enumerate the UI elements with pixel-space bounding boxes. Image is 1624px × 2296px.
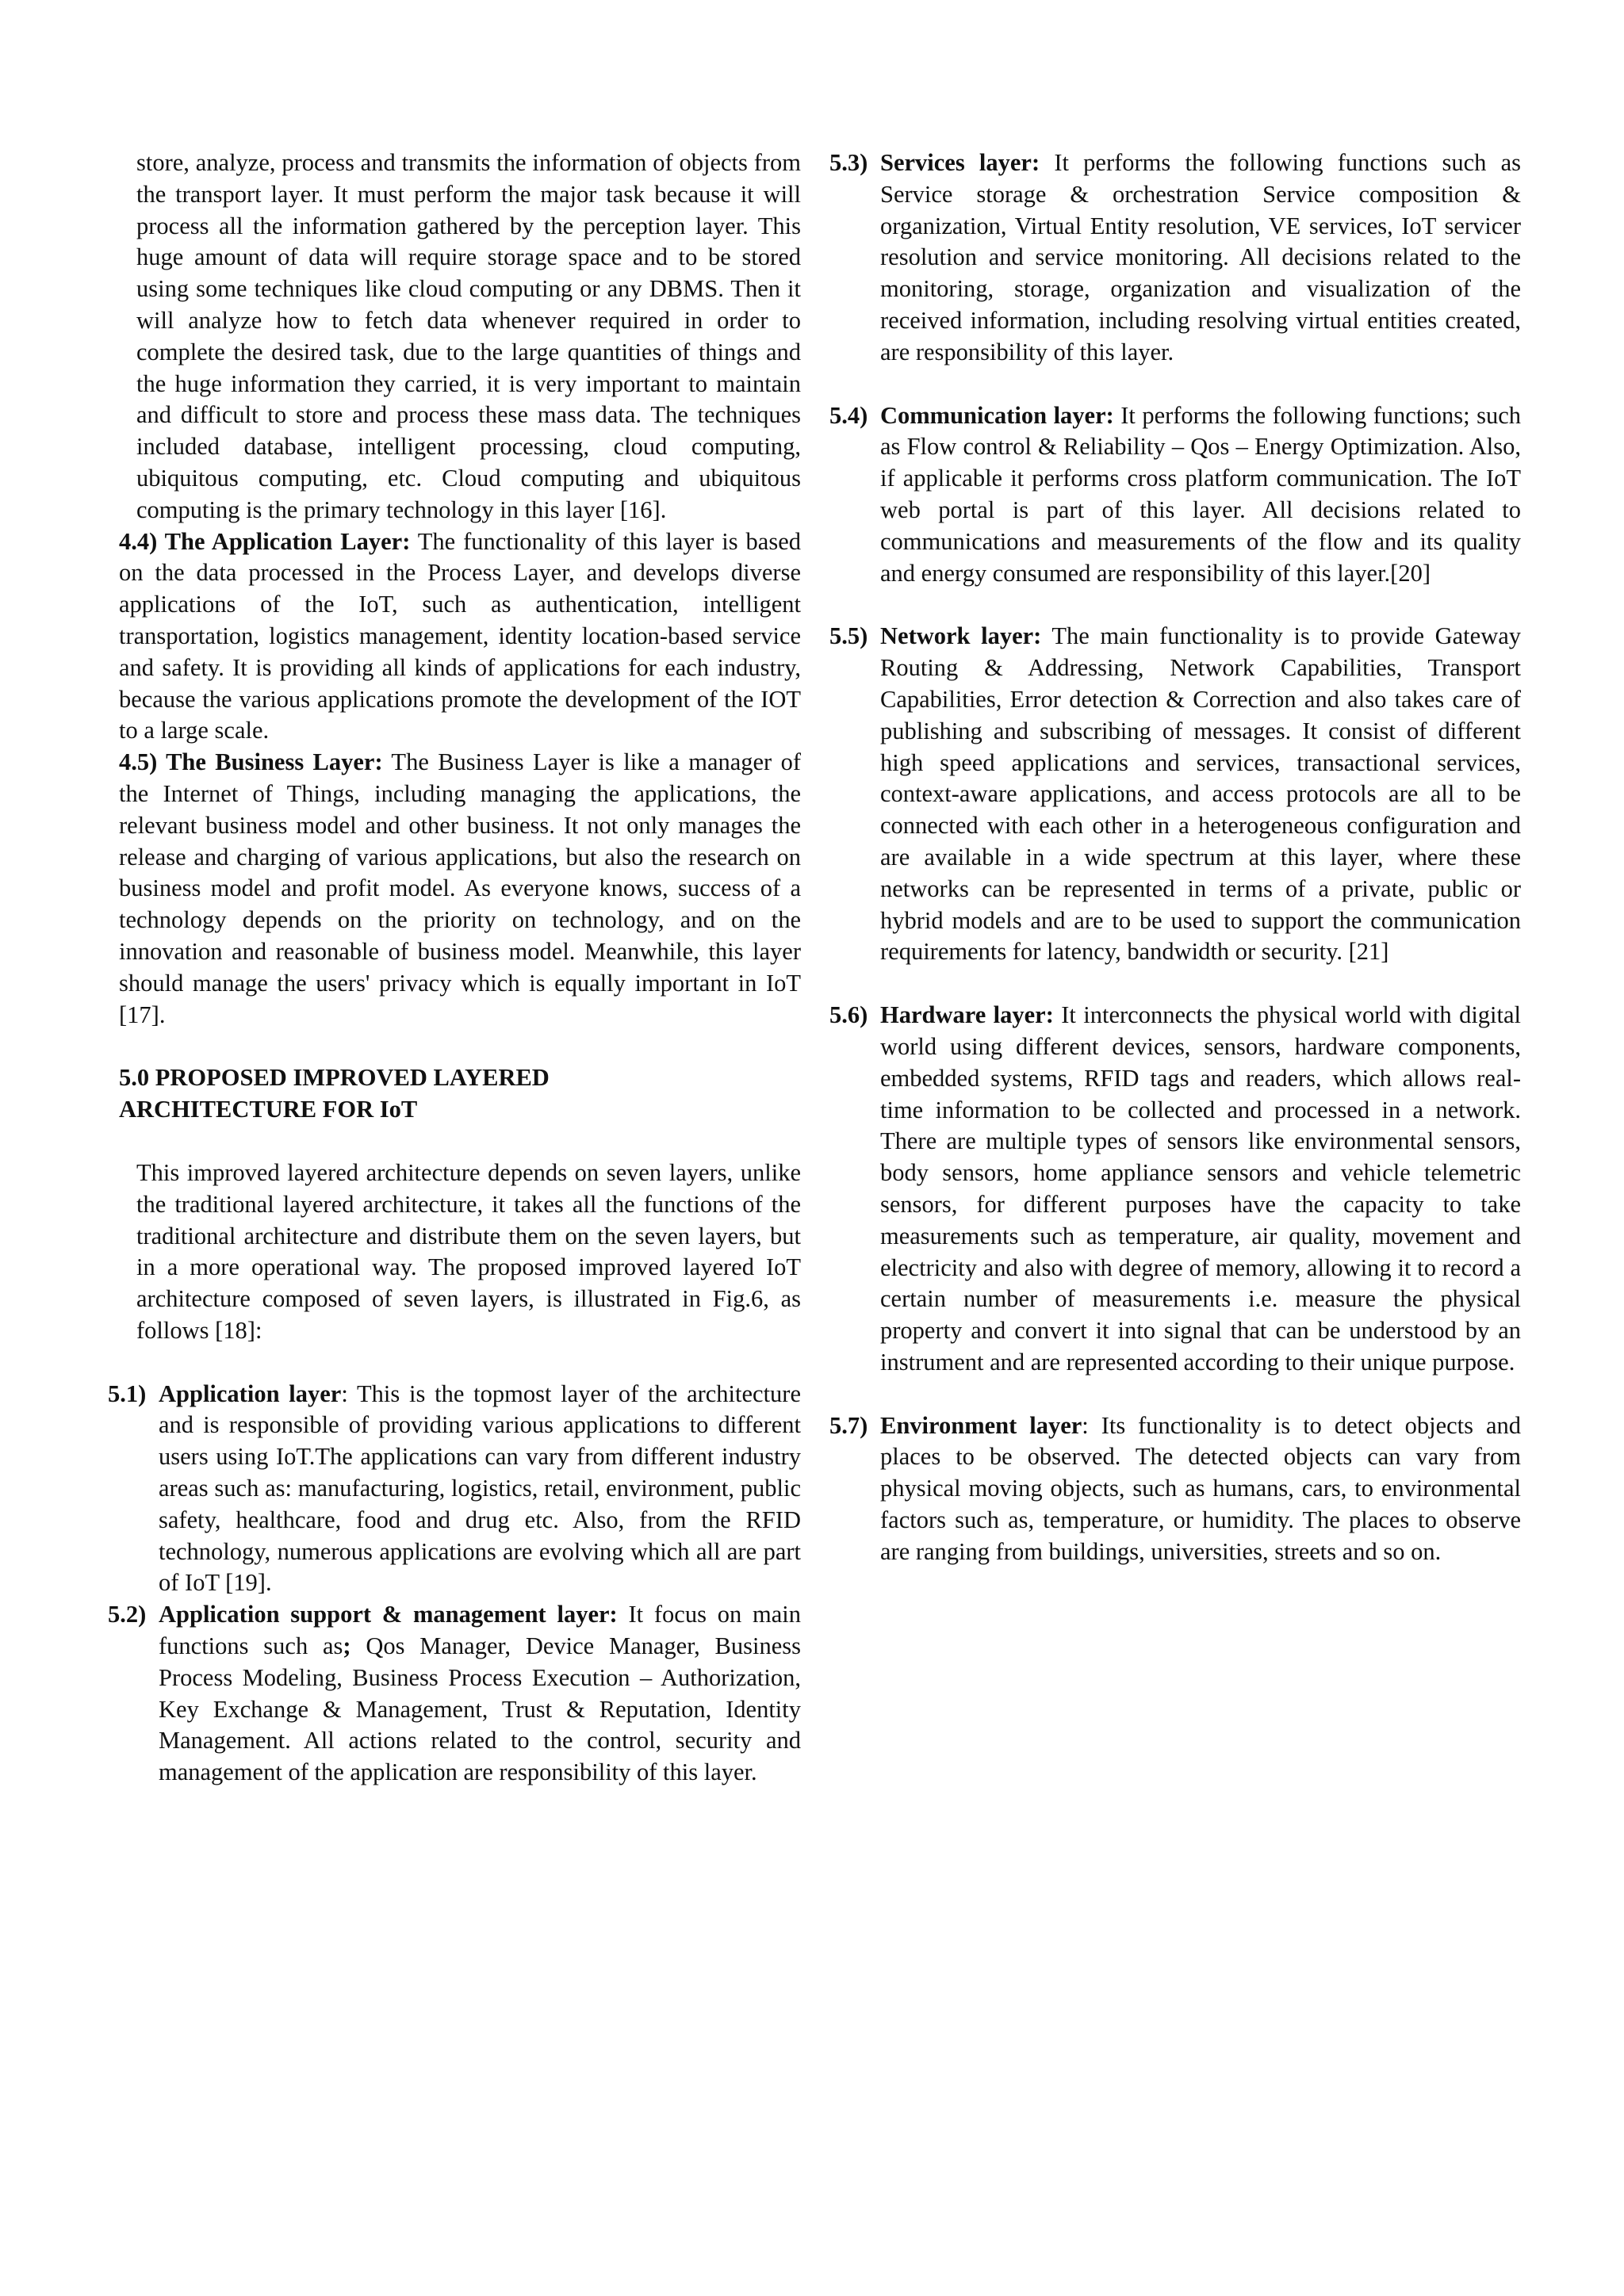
list-item-heading: Application support & management layer:	[159, 1601, 618, 1628]
list-item-text: It interconnects the physical world with digital world using different devices, sensors, hardware components, embedded systems, RFID tags and readers, which allows real-time information to be collected and processed in a network. There are multiple types of sensors like environmental sensors, body sensors, home appliance sensors and vehicle telemetric sensors, for different purposes have the capacity to take measurements such as temperature, air quality, movement and electricity and also with degree of memory, allowing it to record a certain number of measurements i.e. measure the physical property and convert it into signal that can be understood by an instrument and are represented according to their unique purpose.	[880, 1001, 1521, 1376]
section-title-line-2: ARCHITECTURE FOR IoT	[119, 1096, 418, 1123]
list-item-semicolon: ;	[343, 1632, 351, 1660]
list-item-number: 5.6)	[829, 1001, 868, 1029]
business-layer-text: The Business Layer is like a manager of the Internet of Things, including managing the applications, the relevant business model and other business. It not only manages the release and charging of various applications, but also the research on business model and profit model. As everyone knows, success of a technology depends on the priority on technology, and on the innovation and reasonable of business model. Meanwhile, this layer should manage the users' privacy which is equally important in IoT [17].	[119, 748, 801, 1028]
business-layer-paragraph	[119, 747, 801, 1031]
section-intro-paragraph: This improved layered architecture depends on seven layers, unlike the traditional layered architecture, it takes all the functions of the traditional architecture and distribute them on the seven layers, but in a more operational way. The proposed improved layered IoT architecture composed of seven layers, is illustrated in Fig.6, as follows [18]:	[136, 1158, 801, 1344]
left-column	[108, 147, 802, 1789]
list-item-5-5	[829, 621, 1521, 968]
list-item-number: 5.3)	[829, 149, 868, 176]
application-layer-text: The functionality of this layer is based on the data processed in the Process Layer, and develops diverse applications of the IoT, such as authentication, intelligent transportation, logistics management, identity location-based service and safety. It is providing all kinds of applications for each industry, because the various applications promote the development of the IOT to a large scale.	[119, 527, 802, 744]
right-column	[829, 147, 1521, 1568]
list-item-heading: Environment layer	[880, 1411, 1082, 1439]
list-item-heading: Application layer	[159, 1380, 342, 1407]
list-item-text: : This is the topmost layer of the architecture and is responsible of providing various applications to different users using IoT.The applications can vary from different industry areas such as: manufacturing, logistics, retail, environment, public safety, healthcare, food and drug etc. Also, from the RFID technology, numerous applications are evolving which all are part of IoT [19].	[159, 1380, 801, 1597]
application-layer-heading: 4.4) The Application Layer:	[119, 527, 411, 555]
section-title	[119, 1062, 801, 1126]
list-item-text: It performs the following functions; such as Flow control & Reliability – Qos – Energy Optimization. Also, if applicable it performs cross platform communication. The IoT web portal is part of this layer. All decisions related to communications and measurements of the flow and its quality and energy consumed are responsibility of this layer.[20]	[880, 401, 1521, 587]
list-item-heading: Hardware layer:	[880, 1001, 1054, 1029]
list-item-number: 5.1)	[108, 1380, 147, 1407]
business-layer-heading: 4.5) The Business Layer:	[119, 748, 383, 776]
list-item-heading: Services layer:	[880, 149, 1040, 176]
list-item-heading: Communication layer:	[880, 401, 1114, 429]
numbered-list-left	[108, 1379, 801, 1789]
process-layer-paragraph: store, analyze, process and transmits the information of objects from the transport layer. It must perform the major task because it will process all the information gathered by the perception layer. This huge amount of data will require storage space and to be stored using some techniques like cloud computing or any DBMS. Then it will analyze how to fetch data whenever required in order to complete the desired task, due to the large quantities of things and the huge information they carried, it is very important to maintain and difficult to store and process these mass data. The techniques included database, intelligent processing, cloud computing, ubiquitous computing, etc. Cloud computing and ubiquitous computing is the primary technology in this layer [16].	[136, 149, 801, 523]
list-item-5-6	[829, 1000, 1521, 1379]
application-layer-paragraph	[119, 526, 801, 748]
list-item-5-7	[829, 1410, 1521, 1568]
list-item-number: 5.2)	[108, 1601, 147, 1628]
list-item-5-1	[108, 1379, 801, 1600]
list-item-number: 5.4)	[829, 401, 868, 429]
list-item-text: It performs the following functions such as Service storage & orchestration Service composition & organization, Virtual Entity resolution, VE services, IoT servicer resolution and service monitoring. All decisions related to the monitoring, storage, organization and visualization of the received information, including resolving virtual entities created, are responsibility of this layer.	[880, 149, 1521, 365]
list-item-number: 5.7)	[829, 1411, 868, 1439]
list-item-text: The main functionality is to provide Gateway Routing & Addressing, Network Capabilities, Transport Capabilities, Error detection & Correction and also takes care of publishing and subscribing of messages. It consist of different high speed applications and services, transactional services, context-aware applications, and access protocols are all to be connected with each other in a heterogeneous configuration and are available in a wide spectrum at this layer, where these networks can be represented in terms of a private, public or hybrid models and are to be used to support the communication requirements for latency, bandwidth or security. [21]	[880, 622, 1522, 966]
list-item-5-4	[829, 400, 1521, 590]
section-title-line-1: 5.0 PROPOSED IMPROVED LAYERED	[119, 1064, 550, 1092]
list-item-text: It focus on main functions such as	[159, 1601, 801, 1660]
list-item-text-continued: Qos Manager, Device Manager, Business Process Modeling, Business Process Execution – Authorization, Key Exchange & Management, Trust & Reputation, Identity Management. All actions related to the control, security and management of the application are responsibility of this layer.	[159, 1632, 802, 1786]
list-item-number: 5.5)	[829, 622, 868, 650]
list-item-5-2	[108, 1599, 801, 1789]
list-item-text: : Its functionality is to detect objects and places to be observed. The detected objects can vary from physical moving objects, such as humans, cars, to environmental factors such as, temperature, or humidity. The places to observe are ranging from buildings, universities, streets and so on.	[880, 1411, 1521, 1565]
list-item-5-3	[829, 147, 1521, 369]
list-item-heading: Network layer:	[880, 622, 1042, 650]
